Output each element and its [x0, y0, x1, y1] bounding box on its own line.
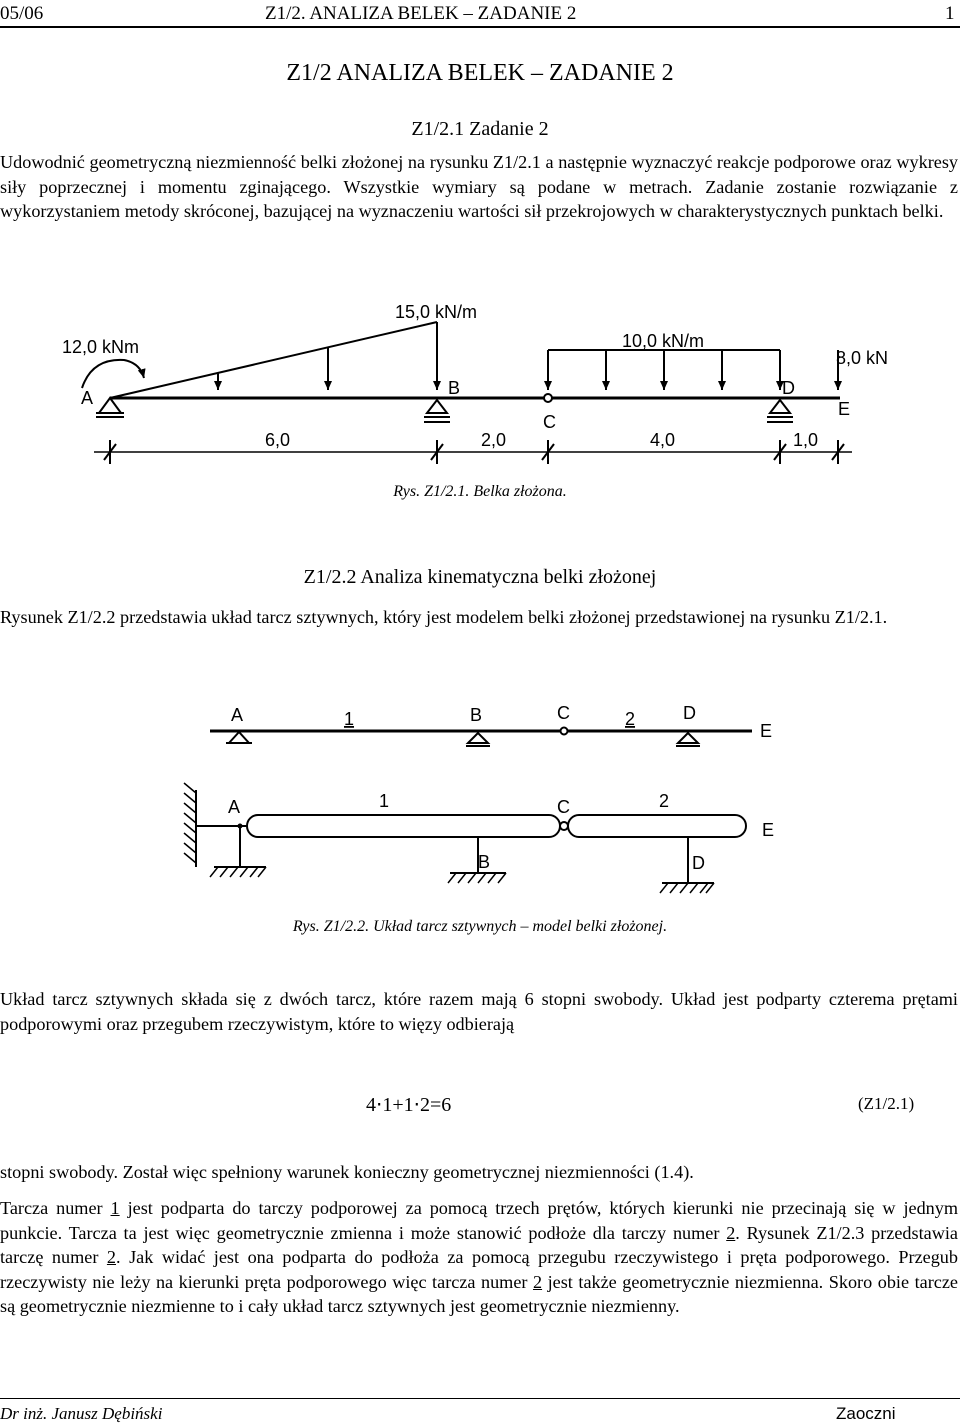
dimension-label: 6,0	[265, 430, 291, 450]
text-run: jest także geometrycznie niezmienna. Skoro obie tarcze są geometrycznie niezmienne to i cały układ tarcz sztywnych jest geometrycznie niezmienny.	[0, 1271, 958, 1316]
wall-hatching	[184, 783, 196, 863]
lower-label-d: D	[692, 853, 705, 873]
upper-support-b	[466, 733, 490, 746]
upper-label-e: E	[760, 721, 773, 741]
support-d-roller	[767, 400, 793, 422]
paragraph-3: Układ tarcz sztywnych składa się z dwóch tarcz, które razem mają 6 stopni swobody. Układ jest podparty czterema prętami podporowymi oraz przegubem rzeczywistym, które to więzy odbierają	[0, 989, 958, 1034]
rigid-disk-2	[568, 815, 746, 837]
upper-support-d	[676, 733, 700, 746]
section-heading-2: Z1/2.2 Analiza kinematyczna belki złożonej	[303, 566, 657, 588]
paragraph-4: stopni swobody. Został więc spełniony warunek konieczny geometrycznej niezmienności (1.4).	[0, 1162, 694, 1182]
label-point-force: 8,0 kN	[836, 348, 889, 368]
section1-paragraph: Udowodnić geometryczną niezmienność belki złożonej na rysunku Z1/2.1 a następnie wyznaczyć reakcje podporowe oraz wykresy siły poprzecznej i momentu zginającego. Wszystkie wymiary są podane w metrach. Zadanie zostanie rozwiązanie z wykorzystaniem metody skróconej, bazującej na wyznaczeniu wartości sił przekrojowych w charakterystycznych punktach belki.	[0, 152, 958, 221]
rigid-disk-1	[247, 815, 560, 837]
ground-d-hatching	[660, 883, 714, 893]
disk-number-ref: 2	[726, 1222, 736, 1243]
dimension-label: 4,0	[650, 430, 676, 450]
ground-b-hatching	[448, 873, 506, 883]
header-rule	[0, 26, 960, 28]
text-run: . Jak widać jest ona podparta do podłoża za pomocą przegubu rzeczywistego i pręta podporowego. Przegub rzeczywisty nie leży na kierunki pręta podporowego więc tarcza numer	[0, 1247, 958, 1292]
figure-rigid-disk-model	[0, 695, 960, 915]
equation: 4⋅1+1⋅2=6	[366, 1094, 452, 1116]
support-b-roller	[424, 400, 450, 422]
header-date: 05/06	[0, 3, 44, 24]
section2-paragraph: Rysunek Z1/2.2 przedstawia układ tarcz sztywnych, który jest modelem belki złożonej przedstawionej na rysunku Z1/2.1.	[0, 607, 888, 627]
lower-hinge-c	[560, 822, 568, 830]
dimension-label: 1,0	[793, 430, 819, 450]
label-uniform-load: 10,0 kN/m	[622, 331, 705, 351]
ground-a-hatching	[210, 867, 266, 877]
figure2-caption: Rys. Z1/2.2. Układ tarcz sztywnych – model belki złożonej.	[292, 918, 668, 935]
upper-label-d: D	[683, 703, 696, 723]
footer-label: Zaoczni	[836, 1404, 896, 1423]
figure1-caption: Rys. Z1/2.1. Belka złożona.	[393, 483, 567, 500]
lower-label-disk-1: 1	[379, 791, 390, 811]
text-run: jest podparta do tarczy podporowej za pomocą trzech prętów, których kierunki nie przecinają się w jednym punkcie. Tarcza ta jest więc geometrycznie zmienna i może stanowić podłoże dla tarczy numer	[0, 1198, 958, 1243]
label-d: D	[782, 378, 795, 398]
support-a-pin	[96, 398, 124, 417]
footer-rule	[0, 1398, 960, 1399]
upper-label-b: B	[470, 705, 483, 725]
upper-support-a	[226, 732, 252, 743]
document-title: Z1/2 ANALIZA BELEK – ZADANIE 2	[286, 60, 674, 86]
upper-hinge-c	[561, 728, 568, 735]
paragraph-5	[0, 1196, 958, 1319]
label-moment: 12,0 kNm	[62, 337, 140, 357]
lower-label-b: B	[478, 852, 491, 872]
page-header	[0, 0, 960, 30]
lower-label-c: C	[557, 797, 570, 817]
lower-label-a: A	[228, 797, 241, 817]
label-e: E	[838, 399, 851, 419]
hinge-c	[544, 394, 552, 402]
section-heading-1: Z1/2.1 Zadanie 2	[411, 118, 549, 140]
text-run: . Rysunek Z1/2.3 przedstawia tarczę numer	[0, 1222, 958, 1267]
label-a: A	[81, 388, 94, 408]
upper-label-disk-1: 1	[344, 709, 355, 729]
triangular-load-outline	[110, 322, 437, 398]
figure-composite-beam	[0, 290, 960, 475]
footer-author: Dr inż. Janusz Dębiński	[0, 1404, 163, 1423]
dimension-label: 2,0	[481, 430, 507, 450]
equation-number: (Z1/2.1)	[858, 1094, 915, 1113]
upper-label-a: A	[231, 705, 244, 725]
lower-label-disk-2: 2	[659, 791, 670, 811]
disk-number-ref: 2	[532, 1271, 543, 1292]
disk-number-ref: 2	[106, 1247, 117, 1267]
moment-arrow	[82, 360, 144, 388]
lower-label-e: E	[762, 820, 775, 840]
upper-label-c: C	[557, 703, 570, 723]
upper-label-disk-2: 2	[625, 709, 636, 729]
label-b: B	[448, 378, 461, 398]
text-run: Tarcza numer	[0, 1198, 111, 1218]
header-page-number: 1	[945, 3, 955, 24]
header-title: Z1/2. ANALIZA BELEK – ZADANIE 2	[265, 3, 577, 24]
disk-number-ref: 1	[110, 1198, 120, 1218]
label-c: C	[543, 412, 556, 432]
label-triangular-load: 15,0 kN/m	[395, 302, 478, 322]
